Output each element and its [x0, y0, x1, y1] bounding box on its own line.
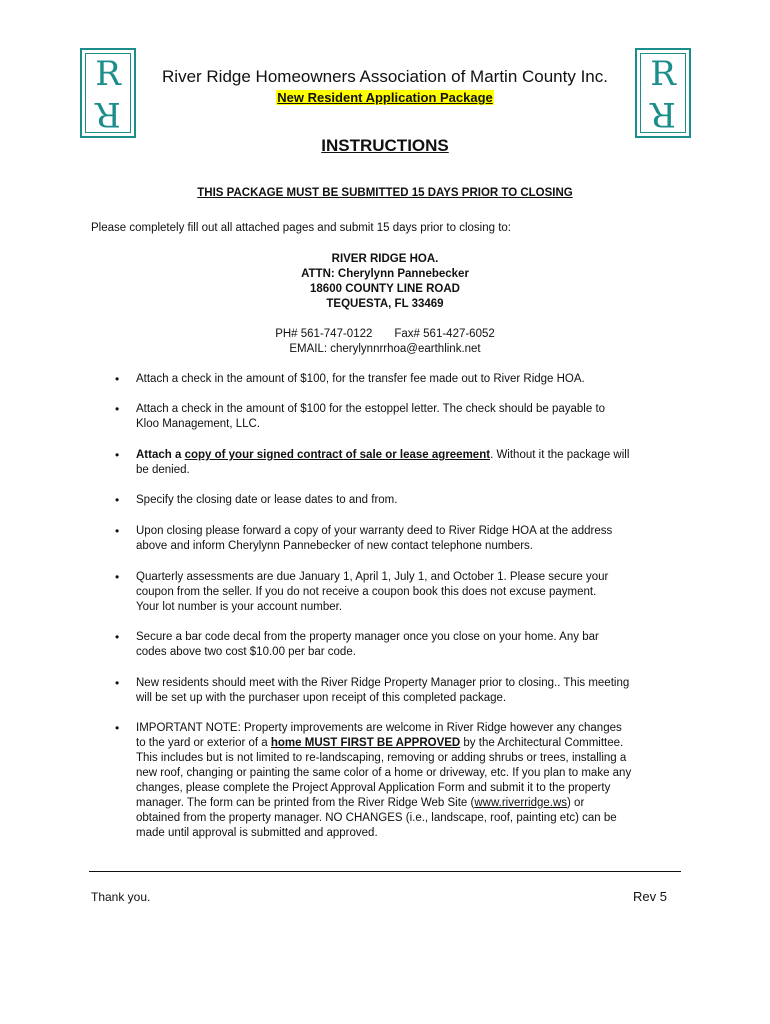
- list-item-text: This includes but is not limited to re-landscaping, removing or adding shrubs or trees, installing a: [136, 752, 627, 764]
- logo-letter-top: R: [650, 54, 676, 94]
- emphasis-text: Attach a: [136, 449, 185, 461]
- bullet-icon: •: [115, 493, 120, 507]
- bullet-icon: •: [115, 372, 120, 386]
- address-line: RIVER RIDGE HOA.: [331, 253, 439, 265]
- list-item: [115, 493, 681, 508]
- instructions-heading: INSTRUCTIONS: [321, 136, 449, 155]
- list-item-text: Attach a check in the amount of $100 for the estoppel letter. The check should be payable to: [136, 403, 606, 415]
- list-item: [115, 372, 681, 387]
- list-item-text: Attach a check in the amount of $100, for the transfer fee made out to River Ridge HOA.: [136, 373, 585, 385]
- logo-letter-top: R: [95, 54, 121, 94]
- list-item-text: obtained from the property manager. NO CHANGES (i.e., landscape, roof, painting etc) can be: [136, 812, 617, 824]
- fax-number: Fax# 561-427-6052: [394, 328, 495, 340]
- list-item-text: be denied.: [136, 464, 190, 476]
- logo-letter-bottom: R: [650, 94, 676, 134]
- bullet-icon: •: [115, 721, 120, 735]
- list-item: [115, 721, 681, 841]
- org-title: River Ridge Homeowners Association of Martin County Inc.: [162, 67, 608, 86]
- emphasis-underlined-text: home MUST FIRST BE APPROVED: [270, 737, 461, 749]
- list-item: [115, 524, 681, 554]
- bullet-icon: •: [115, 402, 120, 416]
- list-item-text: will be set up with the purchaser upon receipt of this completed package.: [136, 692, 507, 704]
- deadline-notice: THIS PACKAGE MUST BE SUBMITTED 15 DAYS PRIOR TO CLOSING: [197, 187, 573, 199]
- intro-text: Please completely fill out all attached pages and submit 15 days prior to closing to:: [91, 222, 511, 234]
- address-line: TEQUESTA, FL 33469: [326, 298, 444, 310]
- list-item-text: ) or: [567, 797, 585, 809]
- website-link[interactable]: www.riverridge.ws: [474, 797, 568, 809]
- address-line: ATTN: Cherylynn Pannebecker: [301, 268, 469, 280]
- list-item-text: Kloo Management, LLC.: [136, 418, 261, 430]
- list-item-text: above and inform Cherylynn Pannebecker of new contact telephone numbers.: [136, 540, 533, 552]
- list-item-text: Upon closing please forward a copy of your warranty deed to River Ridge HOA at the address: [136, 525, 613, 537]
- list-item: [115, 448, 681, 478]
- package-title: [0, 89, 770, 107]
- bullet-icon: •: [115, 448, 120, 462]
- list-item-text: new roof, changing or painting the same color of a home or driveway, etc. If you plan to make any: [136, 767, 632, 779]
- list-item-text: manager. The form can be printed from the River Ridge Web Site (: [136, 797, 475, 809]
- list-item: [115, 402, 681, 432]
- list-item-text: coupon from the seller. If you do not receive a coupon book this does not excuse payment.: [136, 586, 597, 598]
- bullet-icon: •: [115, 676, 120, 690]
- logo-letter-bottom: R: [95, 94, 121, 134]
- revision-label: Rev 5: [633, 889, 667, 904]
- list-item-text: Specify the closing date or lease dates to and from.: [136, 494, 398, 506]
- list-item-text: to the yard or exterior of a: [136, 737, 271, 749]
- phone-number: PH# 561-747-0122: [275, 328, 373, 340]
- bullet-icon: •: [115, 630, 120, 644]
- email-address: EMAIL: cherylynnrrhoa@earthlink.net: [289, 343, 481, 355]
- list-item-text: by the Architectural Committee.: [460, 737, 624, 749]
- bullet-icon: •: [115, 570, 120, 584]
- package-title-text: New Resident Application Package: [277, 90, 493, 105]
- list-item-text: Secure a bar code decal from the property manager once you close on your home. Any bar: [136, 631, 599, 643]
- list-item-text: . Without it the package will: [490, 449, 630, 461]
- list-item-text: made until approval is submitted and approved.: [136, 827, 378, 839]
- emphasis-underlined-text: copy of your signed contract of sale or lease agreement: [184, 449, 491, 461]
- footer-divider: [89, 871, 681, 872]
- address-line: 18600 COUNTY LINE ROAD: [310, 283, 460, 295]
- list-item-text: Quarterly assessments are due January 1, April 1, July 1, and October 1. Please secure your: [136, 571, 609, 583]
- list-item-text: IMPORTANT NOTE: Property improvements are welcome in River Ridge however any changes: [136, 722, 622, 734]
- list-item-text: codes above two cost $10.00 per bar code.: [136, 646, 356, 658]
- list-item: [115, 630, 681, 660]
- mailing-address: [0, 252, 770, 312]
- list-item-text: changes, please complete the Project Approval Application Form and submit it to the property: [136, 782, 611, 794]
- list-item: [115, 676, 681, 706]
- list-item-text: New residents should meet with the River Ridge Property Manager prior to closing.. This meeting: [136, 677, 630, 689]
- bullet-icon: •: [115, 524, 120, 538]
- contact-info: [0, 327, 770, 357]
- list-item-text: Your lot number is your account number.: [136, 601, 343, 613]
- list-item: [115, 570, 681, 615]
- closing-text: Thank you.: [91, 890, 151, 904]
